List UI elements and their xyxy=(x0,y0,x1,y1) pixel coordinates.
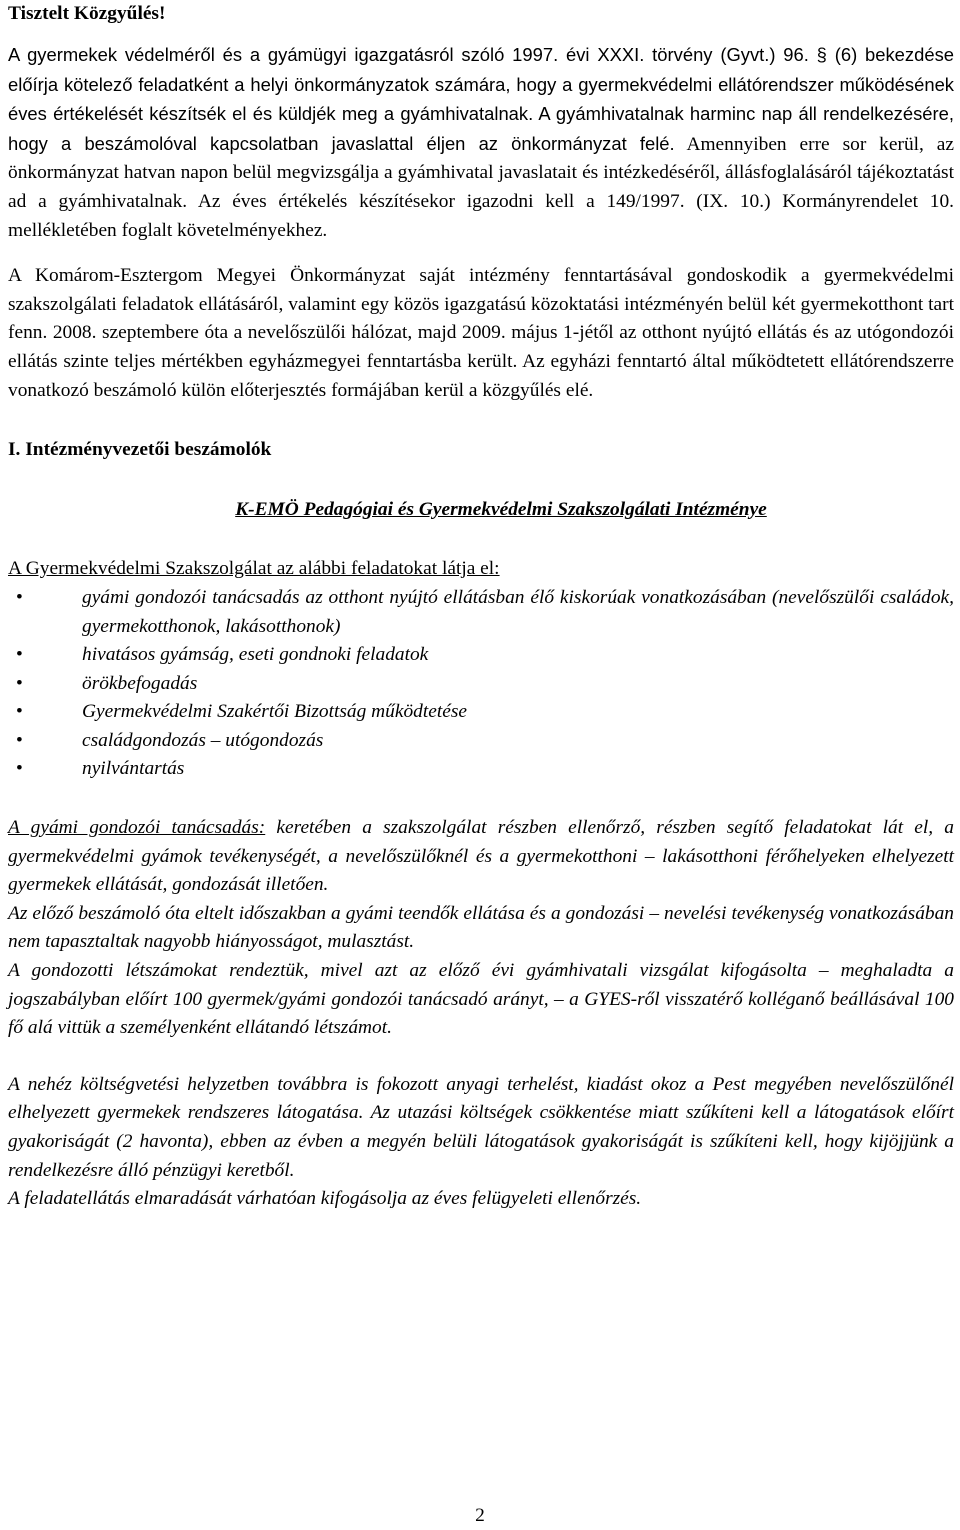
bullet-icon: • xyxy=(16,672,23,694)
intro-paragraph-serif: Amennyiben erre sor kerül, az önkormányzat hatvan napon belül megvizsgálja a gyámhivatal javaslatait és intézkedéséről, állásfoglalásáról tájékoztatást ad a gyámhivatalnak. Az éves értékelés készítésekor igazodni kell a 149/1997. (IX. 10.) Kormányrendelet 10. mellékletében foglalt követelményekhez. xyxy=(8,133,954,241)
bullet-icon: • xyxy=(16,586,23,608)
guardian-paragraph-3: A gondozotti létszámokat rendeztük, mivel azt az előző évi gyámhivatali vizsgálat kifogásolta – meghaladta a jogszabályban előírt 100 gyermek/gyámi gondozói tanácsadó arányt, – a GYES-ről visszatérő kolléganő beállásával 100 fő alá vittük a személyenként ellátandó létszámot. xyxy=(8,960,954,1039)
bullet-icon: • xyxy=(16,701,23,723)
section-heading: I. Intézményvezetői beszámolók xyxy=(8,439,272,461)
duty-text: hivatásos gyámság, eseti gondnoki feladatok xyxy=(82,644,429,666)
bullet-icon: • xyxy=(16,758,23,780)
bullet-icon: • xyxy=(16,644,23,666)
document-page xyxy=(8,0,954,1214)
institution-title: K-EMÖ Pedagógiai és Gyermekvédelmi Szakszolgálati Intézménye xyxy=(235,498,767,520)
closing-line: A feladatellátás elmaradását várhatóan kifogásolja az éves felügyeleti ellenőrzés. xyxy=(8,1188,642,1210)
duty-item xyxy=(8,641,954,670)
duty-text: Gyermekvédelmi Szakértői Bizottság működtetése xyxy=(82,701,468,723)
duty-text: örökbefogadás xyxy=(82,672,198,694)
duty-text: gyámi gondozói tanácsadás az otthont nyújtó ellátásban élő kiskorúak vonatkozásában (nevelőszülői családok, gyermekotthonok, lakásotthonok) xyxy=(82,586,954,637)
duties-list xyxy=(8,584,954,784)
salutation: Tisztelt Közgyűlés! xyxy=(8,3,166,24)
guardian-paragraph-2: Az előző beszámoló óta eltelt időszakban a gyámi teendők ellátása és a gondozási – nevelési tevékenység vonatkozásában nem tapasztaltak nagyobb hiányosságot, mulasztást. xyxy=(8,902,954,953)
duty-item xyxy=(8,755,954,784)
bullet-icon: • xyxy=(16,729,23,751)
duty-item xyxy=(8,670,954,699)
page-number: 2 xyxy=(475,1505,485,1526)
guardian-paragraph xyxy=(8,814,954,900)
guardian-label: A gyámi gondozói tanácsadás: xyxy=(8,817,266,839)
intro-paragraph-sans: A gyermekek védelméről és a gyámügyi igazgatásról szóló 1997. évi XXXI. törvény (Gyvt.) 96. § (6) bekezdése előírja kötelező feladatként a helyi önkormányzatok számára, hogy a gyermekvédelmi ellátórendszer működésének éves értékelését készítsék el és küldjék meg a gyámhivatalnak. A gyámhivatalnak harminc nap áll rendelkezésére, hogy a beszámolóval kapcsolatban javaslattal éljen az önkormányzat felé. xyxy=(8,44,954,154)
duties-intro: A Gyermekvédelmi Szakszolgálat az alábbi feladatokat látja el: xyxy=(8,558,500,580)
maintenance-paragraph: A Komárom-Esztergom Megyei Önkormányzat saját intézmény fenntartásával gondoskodik a gyermekvédelmi szakszolgálati feladatok ellátásáról, valamint egy közös igazgatású közoktatási intézményén belül két gyermekotthont tart fenn. 2008. szeptembere óta a nevelőszülői hálózat, majd 2009. május 1-jétől az otthont nyújtó ellátás és az utógondozói ellátás szinte teljes mértékben egyházmegyei fenntartásba került. Az egyházi fenntartó által működtetett ellátórendszerre vonatkozó beszámoló külön előterjesztés formájában kerül a közgyűlés elé. xyxy=(8,265,954,401)
duty-item xyxy=(8,698,954,727)
duty-text: családgondozás – utógondozás xyxy=(82,729,324,751)
duty-text: nyilvántartás xyxy=(82,758,185,780)
duty-item xyxy=(8,727,954,756)
duty-item xyxy=(8,584,954,641)
intro-paragraph xyxy=(8,41,954,245)
budget-paragraph: A nehéz költségvetési helyzetben továbbra is fokozott anyagi terhelést, kiadást okoz a Pest megyében nevelőszülőnél elhelyezett gyermekek rendszeres látogatása. Az utazási költségek csökkentése miatt szűkíteni kell a látogatások előírt gyakoriságát (2 havonta), ebben az évben a megyén belüli látogatások gyakoriságát is szűkíteni kell, hogy kijöjjünk a rendelkezésre álló pénzügyi keretből. xyxy=(8,1073,954,1181)
guardian-text: keretében a szakszolgálat részben ellenőrző, részben segítő feladatokat lát el, a gyermekvédelmi gyámok tevékenységét, a nevelőszülőknél és a gyermekotthoni – lakásotthoni férőhelyeken elhelyezett gyermekek ellátását, gondozását illetően. xyxy=(8,817,954,896)
